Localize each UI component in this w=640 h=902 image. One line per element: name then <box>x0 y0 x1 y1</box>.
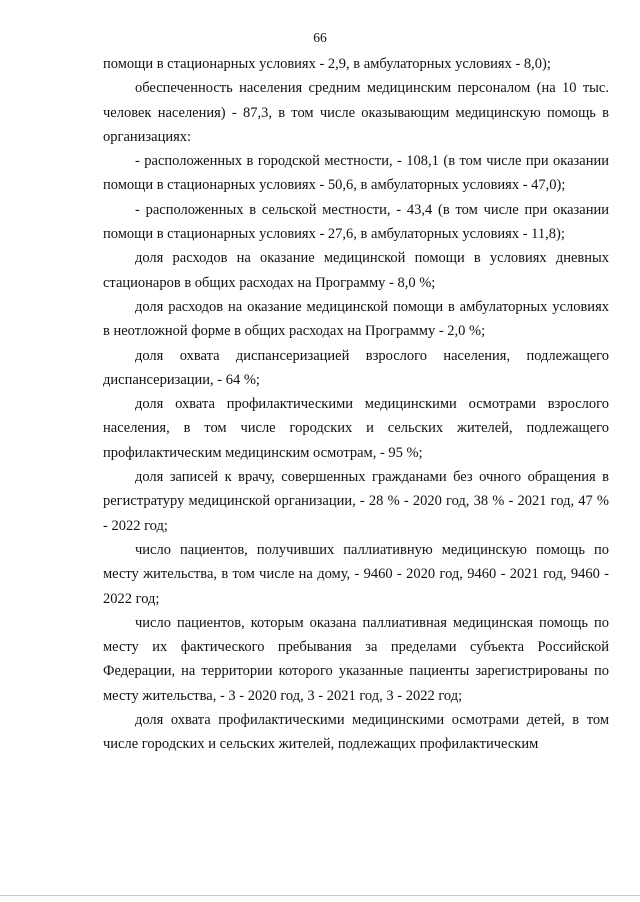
paragraph: число пациентов, которым оказана паллиативная медицинская помощь по месту их фактического пребывания за пределами субъекта Российской Федерации, на территории которого указанные пациенты зарегистрированы по месту жительства, - 3 - 2020 год, 3 - 2021 год, 3 - 2022 год; <box>103 614 609 704</box>
paragraph: доля записей к врачу, совершенных гражданами без очного обращения в регистратуру медицинской организации, - 28 % - 2020 год, 38 % - 2021 год, 47 % - 2022 год; <box>103 469 609 534</box>
paragraph: число пациентов, получивших паллиативную медицинскую помощь по месту жительства, в том числе на дому, - 9460 - 2020 год, 9460 - 2021 год, 9460 - 2022 год; <box>103 541 609 607</box>
paragraph: доля охвата диспансеризацией взрослого населения, подлежащего диспансеризации, - 64 %; <box>103 347 609 388</box>
document-body <box>103 52 609 757</box>
paragraph: помощи в стационарных условиях - 2,9, в амбулаторных условиях - 8,0); <box>103 56 551 72</box>
paragraph: доля охвата профилактическими медицинскими осмотрами взрослого населения, в том числе городских и сельских жителей, подлежащего профилактическим медицинским осмотрам, - 95 %; <box>103 396 609 461</box>
page-number: 66 <box>313 30 327 45</box>
list-item: - расположенных в городской местности, - 108,1 (в том числе при оказании помощи в стационарных условиях - 50,6, в амбулаторных условиях - 47,0); <box>103 153 609 194</box>
scan-edge-divider <box>0 895 640 896</box>
paragraph: обеспеченность населения средним медицинским персоналом (на 10 тыс. человек населения) - 87,3, в том числе оказывающим медицинскую помощь в организациях: <box>103 80 609 145</box>
paragraph: доля охвата профилактическими медицинскими осмотрами детей, в том числе городских и сельских жителей, подлежащих профилактическим <box>103 712 609 753</box>
paragraph: доля расходов на оказание медицинской помощи в амбулаторных условиях в неотложной форме в общих расходах на Программу - 2,0 %; <box>103 298 609 340</box>
paragraph: доля расходов на оказание медицинской помощи в условиях дневных стационаров в общих расходах на Программу - 8,0 %; <box>103 250 609 291</box>
list-item: - расположенных в сельской местности, - 43,4 (в том числе при оказании помощи в стационарных условиях - 27,6, в амбулаторных условиях - 11,8); <box>103 201 609 243</box>
